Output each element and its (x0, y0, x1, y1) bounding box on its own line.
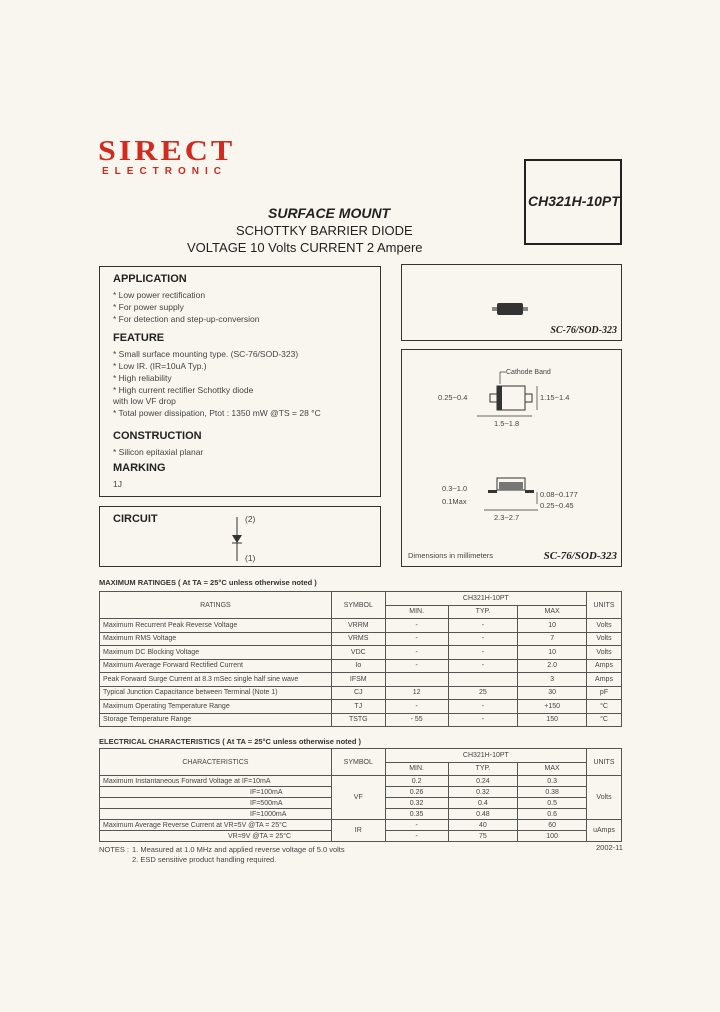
dim-label: 0.25~0.45 (540, 501, 574, 510)
package-chip-icon (497, 303, 523, 315)
cell: 100 (518, 831, 587, 842)
table-row (100, 619, 622, 633)
cell: 0.4 (448, 798, 518, 809)
table-row (100, 673, 622, 687)
cell: 0.3 (518, 776, 587, 787)
application-item: * For detection and step-up-conversion (113, 314, 260, 324)
cell: pF (587, 686, 622, 700)
note-item: 2. ESD sensitive product handling required. (132, 855, 277, 864)
cell: 2.0 (518, 659, 587, 673)
construction-item: * Silicon epitaxial planar (113, 447, 204, 457)
cell: 0.35 (385, 809, 448, 820)
cell: CJ (331, 686, 385, 700)
dim-label: 0.08~0.177 (540, 490, 578, 499)
cell: VDC (331, 646, 385, 660)
cell: °C (587, 713, 622, 727)
cell: TSTG (331, 713, 385, 727)
cell: IF=1000mA (100, 809, 332, 820)
cell: Maximum Average Reverse Current at VR=5V @TA = 25°C (100, 820, 332, 831)
cell: TJ (331, 700, 385, 714)
cell: 12 (385, 686, 448, 700)
brand-logo: SIRECT (98, 133, 236, 167)
feature-item: with low VF drop (113, 396, 176, 406)
cell: Maximum Instantaneous Forward Voltage at IF=10mA (100, 776, 332, 787)
application-item: * Low power rectification (113, 290, 206, 300)
cell: - (385, 700, 448, 714)
cell (385, 673, 448, 687)
cell: °C (587, 700, 622, 714)
col-units: UNITS (587, 592, 622, 619)
cell: 40 (448, 820, 518, 831)
cell: VR=9V @TA = 25°C (100, 831, 332, 842)
table-row (100, 713, 622, 727)
cathode-band-label: Cathode Band (506, 369, 551, 376)
dim-label: 1.5~1.8 (494, 419, 520, 428)
col-typ: TYP. (448, 605, 518, 619)
cell: 0.2 (385, 776, 448, 787)
doc-date: 2002-11 (596, 843, 623, 852)
cell: 150 (518, 713, 587, 727)
part-number: CH321H-10PT (528, 193, 620, 209)
max-ratings-heading: MAXIMUM RATINGES ( At TA = 25°C unless otherwise noted ) (99, 578, 317, 587)
title-mount: SURFACE MOUNT (268, 205, 391, 221)
features-box (99, 266, 381, 497)
cell: VRRM (331, 619, 385, 633)
col-typ: TYP. (448, 762, 518, 776)
cell: 10 (518, 646, 587, 660)
cell: VRMS (331, 632, 385, 646)
elec-heading: ELECTRICAL CHARACTERISTICS ( At TA = 25°C unless otherwise noted ) (99, 737, 361, 746)
cell: Maximum Recurrent Peak Reverse Voltage (100, 619, 332, 633)
cell: Amps (587, 673, 622, 687)
cell: - 55 (385, 713, 448, 727)
cell: 0.26 (385, 787, 448, 798)
col-part: CH321H-10PT (385, 592, 586, 606)
cell: 10 (518, 619, 587, 633)
dim-label: 2.3~2.7 (494, 513, 520, 522)
table-row (100, 659, 622, 673)
circuit-pin-top: (2) (245, 514, 256, 524)
dim-label: 0.25~0.4 (438, 393, 468, 402)
application-item: * For power supply (113, 302, 184, 312)
cell: Maximum Operating Temperature Range (100, 700, 332, 714)
title-type: SCHOTTKY BARRIER DIODE (236, 223, 413, 238)
marking-heading: MARKING (113, 462, 166, 474)
cell: - (448, 659, 518, 673)
cell: 30 (518, 686, 587, 700)
package-chip-lead (492, 307, 497, 311)
cell: IF=100mA (100, 787, 332, 798)
cell: VF (331, 776, 385, 820)
cell: - (385, 820, 448, 831)
cell: - (385, 619, 448, 633)
col-max: MAX (518, 605, 587, 619)
cell: Maximum DC Blocking Voltage (100, 646, 332, 660)
marking-value: 1J (113, 479, 122, 489)
cell: Io (331, 659, 385, 673)
application-heading: APPLICATION (113, 273, 187, 285)
notes-label: NOTES : (99, 845, 130, 854)
col-symbol: SYMBOL (331, 592, 385, 619)
package-name: SC-76/SOD-323 (550, 325, 617, 336)
cell: Typical Junction Capacitance between Terminal (Note 1) (100, 686, 332, 700)
cell: 60 (518, 820, 587, 831)
cell (448, 673, 518, 687)
cell: Maximum Average Forward Rectified Current (100, 659, 332, 673)
cell: - (385, 831, 448, 842)
feature-item: * High reliability (113, 373, 172, 383)
dim-label: 1.15~1.4 (540, 393, 570, 402)
max-ratings-table (99, 591, 622, 727)
feature-item: * High current rectifier Schottky diode (113, 385, 254, 395)
table-row (100, 776, 622, 787)
cell: - (385, 632, 448, 646)
circuit-box (99, 506, 381, 567)
cell: 0.38 (518, 787, 587, 798)
dim-label: 0.3~1.0 (442, 484, 468, 493)
col-part: CH321H-10PT (385, 749, 586, 763)
dim-label: 0.1Max (442, 497, 467, 506)
cell: Volts (587, 632, 622, 646)
cell: - (448, 646, 518, 660)
cell: - (385, 659, 448, 673)
table-row (100, 646, 622, 660)
cell: 0.5 (518, 798, 587, 809)
col-min: MIN. (385, 762, 448, 776)
table-row (100, 820, 622, 831)
table-row (100, 686, 622, 700)
cell: Maximum RMS Voltage (100, 632, 332, 646)
units-note: Dimensions in millimeters (408, 551, 494, 560)
cell: IF=500mA (100, 798, 332, 809)
col-characteristics: CHARACTERISTICS (100, 749, 332, 776)
construction-heading: CONSTRUCTION (113, 430, 202, 442)
feature-heading: FEATURE (113, 332, 165, 344)
cell: 0.32 (448, 787, 518, 798)
package-photo-box (401, 264, 622, 341)
cell: - (448, 619, 518, 633)
col-max: MAX (518, 762, 587, 776)
table-header-row (100, 749, 622, 763)
diode-symbol-icon (230, 515, 244, 563)
cell: 25 (448, 686, 518, 700)
cell: - (448, 700, 518, 714)
cell: - (448, 632, 518, 646)
circuit-pin-bottom: (1) (245, 553, 256, 563)
cell: Volts (587, 776, 622, 820)
cell: 75 (448, 831, 518, 842)
cell: - (448, 713, 518, 727)
feature-item: * Total power dissipation, Ptot : 1350 mW @TS = 28 °C (113, 408, 321, 418)
cell: Volts (587, 646, 622, 660)
title-rating: VOLTAGE 10 Volts CURRENT 2 Ampere (187, 240, 423, 255)
cell: - (385, 646, 448, 660)
cell: 0.48 (448, 809, 518, 820)
cell: 3 (518, 673, 587, 687)
cell: IR (331, 820, 385, 842)
cell: +150 (518, 700, 587, 714)
col-ratings: RATINGS (100, 592, 332, 619)
cell: 7 (518, 632, 587, 646)
package-name-drawing: SC-76/SOD-323 (543, 550, 617, 562)
table-header-row (100, 592, 622, 606)
col-symbol: SYMBOL (331, 749, 385, 776)
cell: Storage Temperature Range (100, 713, 332, 727)
note-item: 1. Measured at 1.0 MHz and applied reverse voltage of 5.0 volts (132, 845, 345, 854)
cell: Peak Forward Surge Current at 8.3 mSec single half sine wave (100, 673, 332, 687)
package-chip-lead (523, 307, 528, 311)
elec-table (99, 748, 622, 842)
cell: uAmps (587, 820, 622, 842)
package-outline-drawing (402, 350, 621, 566)
col-units: UNITS (587, 749, 622, 776)
circuit-heading: CIRCUIT (113, 513, 158, 525)
feature-item: * Low IR. (IR=10uA Typ.) (113, 361, 207, 371)
brand-subtitle: ELECTRONIC (102, 166, 227, 177)
cell: 0.24 (448, 776, 518, 787)
table-row (100, 700, 622, 714)
cell: Volts (587, 619, 622, 633)
cell: IFSM (331, 673, 385, 687)
feature-item: * Small surface mounting type. (SC-76/SOD-323) (113, 349, 299, 359)
table-row (100, 632, 622, 646)
cell: 0.6 (518, 809, 587, 820)
col-min: MIN. (385, 605, 448, 619)
cell: 0.32 (385, 798, 448, 809)
package-drawing-box (401, 349, 622, 567)
cell: Amps (587, 659, 622, 673)
